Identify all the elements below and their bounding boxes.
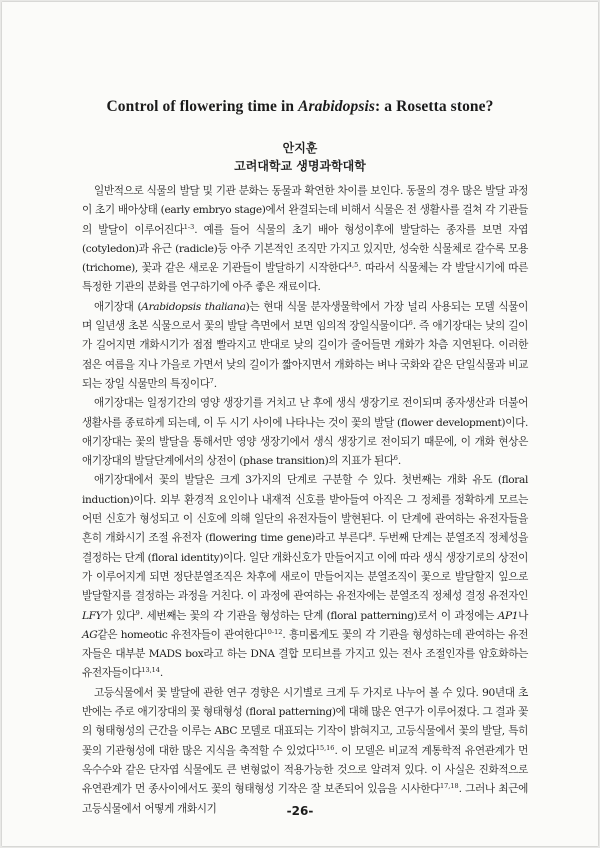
body-paragraph [82, 684, 528, 819]
document-page [2, 2, 598, 846]
citation-superscript: 4,5 [347, 261, 359, 270]
author-affiliation: 고려대학교 생명과학대학 [234, 159, 366, 173]
text-run: . 두번째 단계는 분열조직 정체성을 결정하는 단계 (floral identity)이다. 일단 개화신호가 만들어지고 이에 따라 생식 생장기로의 상전이가 이루어지게 되면 정단분열조직은 차후에 새로이 만들어지는 분열조직이 꽃으로 발달할지 잎으로 발달할지를 결정하는 과정을 거친다. 이 과정에 관여하는 유전자에는 분열조직 정체성 결정 유전자인 [82, 532, 528, 603]
text-run: 일반적으로 식물의 발달 및 기관 분화는 동물과 확연한 차이를 보인다. 동물의 경우 많은 발달 과정이 초기 배아상태 (early embryo stage)에서 완결되는데 비해서 식물은 전 생활사를 걸쳐 각 기관들의 발달이 이루어진다 [82, 185, 528, 236]
text-run: . 세번째는 꽃의 각 기관을 형성하는 단계 (floral patterning)로서 이 과정에는 [139, 609, 498, 622]
title-text-italic: Arabidopsis [298, 98, 376, 115]
citation-superscript: 6 [408, 319, 413, 328]
title-text-before: Control of flowering time in [106, 98, 299, 115]
citation-superscript: 6 [393, 454, 398, 463]
paper-title [2, 98, 598, 116]
title-text-after: : a Rosetta stone? [375, 98, 494, 115]
italic-term: LFY [82, 609, 103, 622]
text-run: . [159, 667, 163, 680]
text-run: )는 현대 식물 분자생물학에서 가장 널리 사용되는 모델 식물이며 일년생 초본 식물으로서 꽃의 발달 측면에서 보면 임의적 장일식물이다 [82, 300, 528, 333]
text-run: 애기장대는 일정기간의 영양 생장기를 거치고 난 후에 생식 생장기로 전이되며 종자생산과 더불어 생활사를 종료하게 되는데, 이 두 시기 사이에 나타나는 것이 꽃의 발달 (flower development)이다. 애기장대는 꽃의 발달을 통해서만 영양 생장기에서 생식 생장기로 전이되기 때문에, 이 개화 현상은 애기장대의 발달단계에서의 상전이 (phase transition)의 지표가 된다 [82, 397, 528, 468]
citation-superscript: 9 [135, 608, 140, 617]
text-run: . 흥미롭게도 꽃의 각 기관을 형성하는데 관여하는 유전자들은 대부분 MADS box라고 하는 DNA 결합 모티브를 가지고 있는 전사 조절인자를 암호화하는 유전자들이다 [82, 628, 528, 680]
text-run: . 따라서 식물체는 각 발달시기에 따른 특정한 기관의 분화를 연구하기에 아주 좋은 재료이다. [82, 262, 528, 294]
text-run: . 즉 애기장대는 낮의 길이가 길어지면 개화시기가 점점 빨라지고 반대로 낮의 길이가 줄어들면 개화가 차츰 지연된다. 이러한 점은 여름을 지나 가을로 가면서 낮의 길이가 짧아지면서 개화하는 벼나 국화와 같은 단일식물과 비교되는 장일 식물만의 특징이다 [82, 320, 528, 390]
citation-superscript: 7 [209, 376, 214, 385]
body-paragraph [82, 394, 528, 471]
text-run: 가 있다 [102, 609, 136, 622]
text-run: 애기장대 ( [94, 300, 142, 313]
text-run: . 예를 들어 식물의 초기 배아 형성이후에 발달하는 종자를 보면 자엽 (cotyledon)과 유근 (radicle)등 아주 기본적인 조직만 가지고 있지만, 성숙한 식물체로 갈수록 모용 (trichome), 꽃과 같은 새로운 기관들이 발달하기 시작한다 [82, 223, 528, 275]
text-run: 나 [518, 609, 529, 622]
citation-superscript: 8 [368, 531, 373, 540]
author-name: 안지훈 [282, 141, 318, 155]
body-text [82, 182, 528, 819]
citation-superscript: 10-12 [263, 627, 283, 636]
citation-superscript: 1-3 [183, 222, 195, 231]
text-run: 고등식물에서 꽃 발달에 관한 연구 경향은 시기별로 크게 두 가지로 나누어 볼 수 있다. 90년대 초반에는 주로 애기장대의 꽃 형태형성 (floral patterning)에 대해 많은 연구가 이루어졌다. 그 결과 꽃의 형태형성의 근간을 이루는 ABC 모델로 대표되는 기작이 밝혀지고, 고등식물에서 꽃의 발달, 특히 꽃의 기관형성에 대한 많은 지식을 축적할 수 있었다 [82, 686, 528, 757]
citation-superscript: 13,14 [141, 666, 160, 675]
italic-term: Arabidopsis thaliana [141, 300, 246, 313]
citation-superscript: 15,16 [315, 743, 335, 752]
citation-superscript: 17,18 [440, 782, 459, 791]
italic-term: AG [82, 628, 98, 641]
text-run: . 이 모델은 비교적 계통학적 유연관계가 먼 옥수수와 같은 단자엽 식물에도 큰 변형없이 적용가능한 것으로 알려져 있다. 이 사실은 진화적으로 유연관계가 먼 종사이에서도 꽃의 형태형성 기작은 잘 보존되어 있음을 시사한다 [82, 744, 528, 796]
body-paragraph [82, 298, 528, 394]
body-paragraph [82, 182, 528, 298]
page-number: -26- [286, 804, 314, 818]
italic-term: AP1 [497, 609, 519, 622]
body-paragraph [82, 471, 528, 683]
text-run: . [213, 377, 217, 390]
text-run: . 그러나 최근에 고등식물에서 어떻게 개화시기 [82, 783, 529, 815]
text-run: 같은 homeotic 유전자들이 관여한다 [97, 628, 264, 641]
text-run: . [397, 455, 401, 468]
text-run: 애기장대에서 꽃의 발달은 크게 3가지의 단계로 구분할 수 있다. 첫번째는 개화 유도 (floral induction)이다. 외부 환경적 요인이나 내재적 신호를 받아들여 아직은 그 정체를 정확하게 모르는 어떤 신호가 형성되고 이 신호에 의해 일단의 유전자들이 발현된다. 이 단계에 관여하는 유전자들을 흔히 개화시기 조절 유전자 (flowering time gene)라고 부른다 [82, 474, 528, 545]
